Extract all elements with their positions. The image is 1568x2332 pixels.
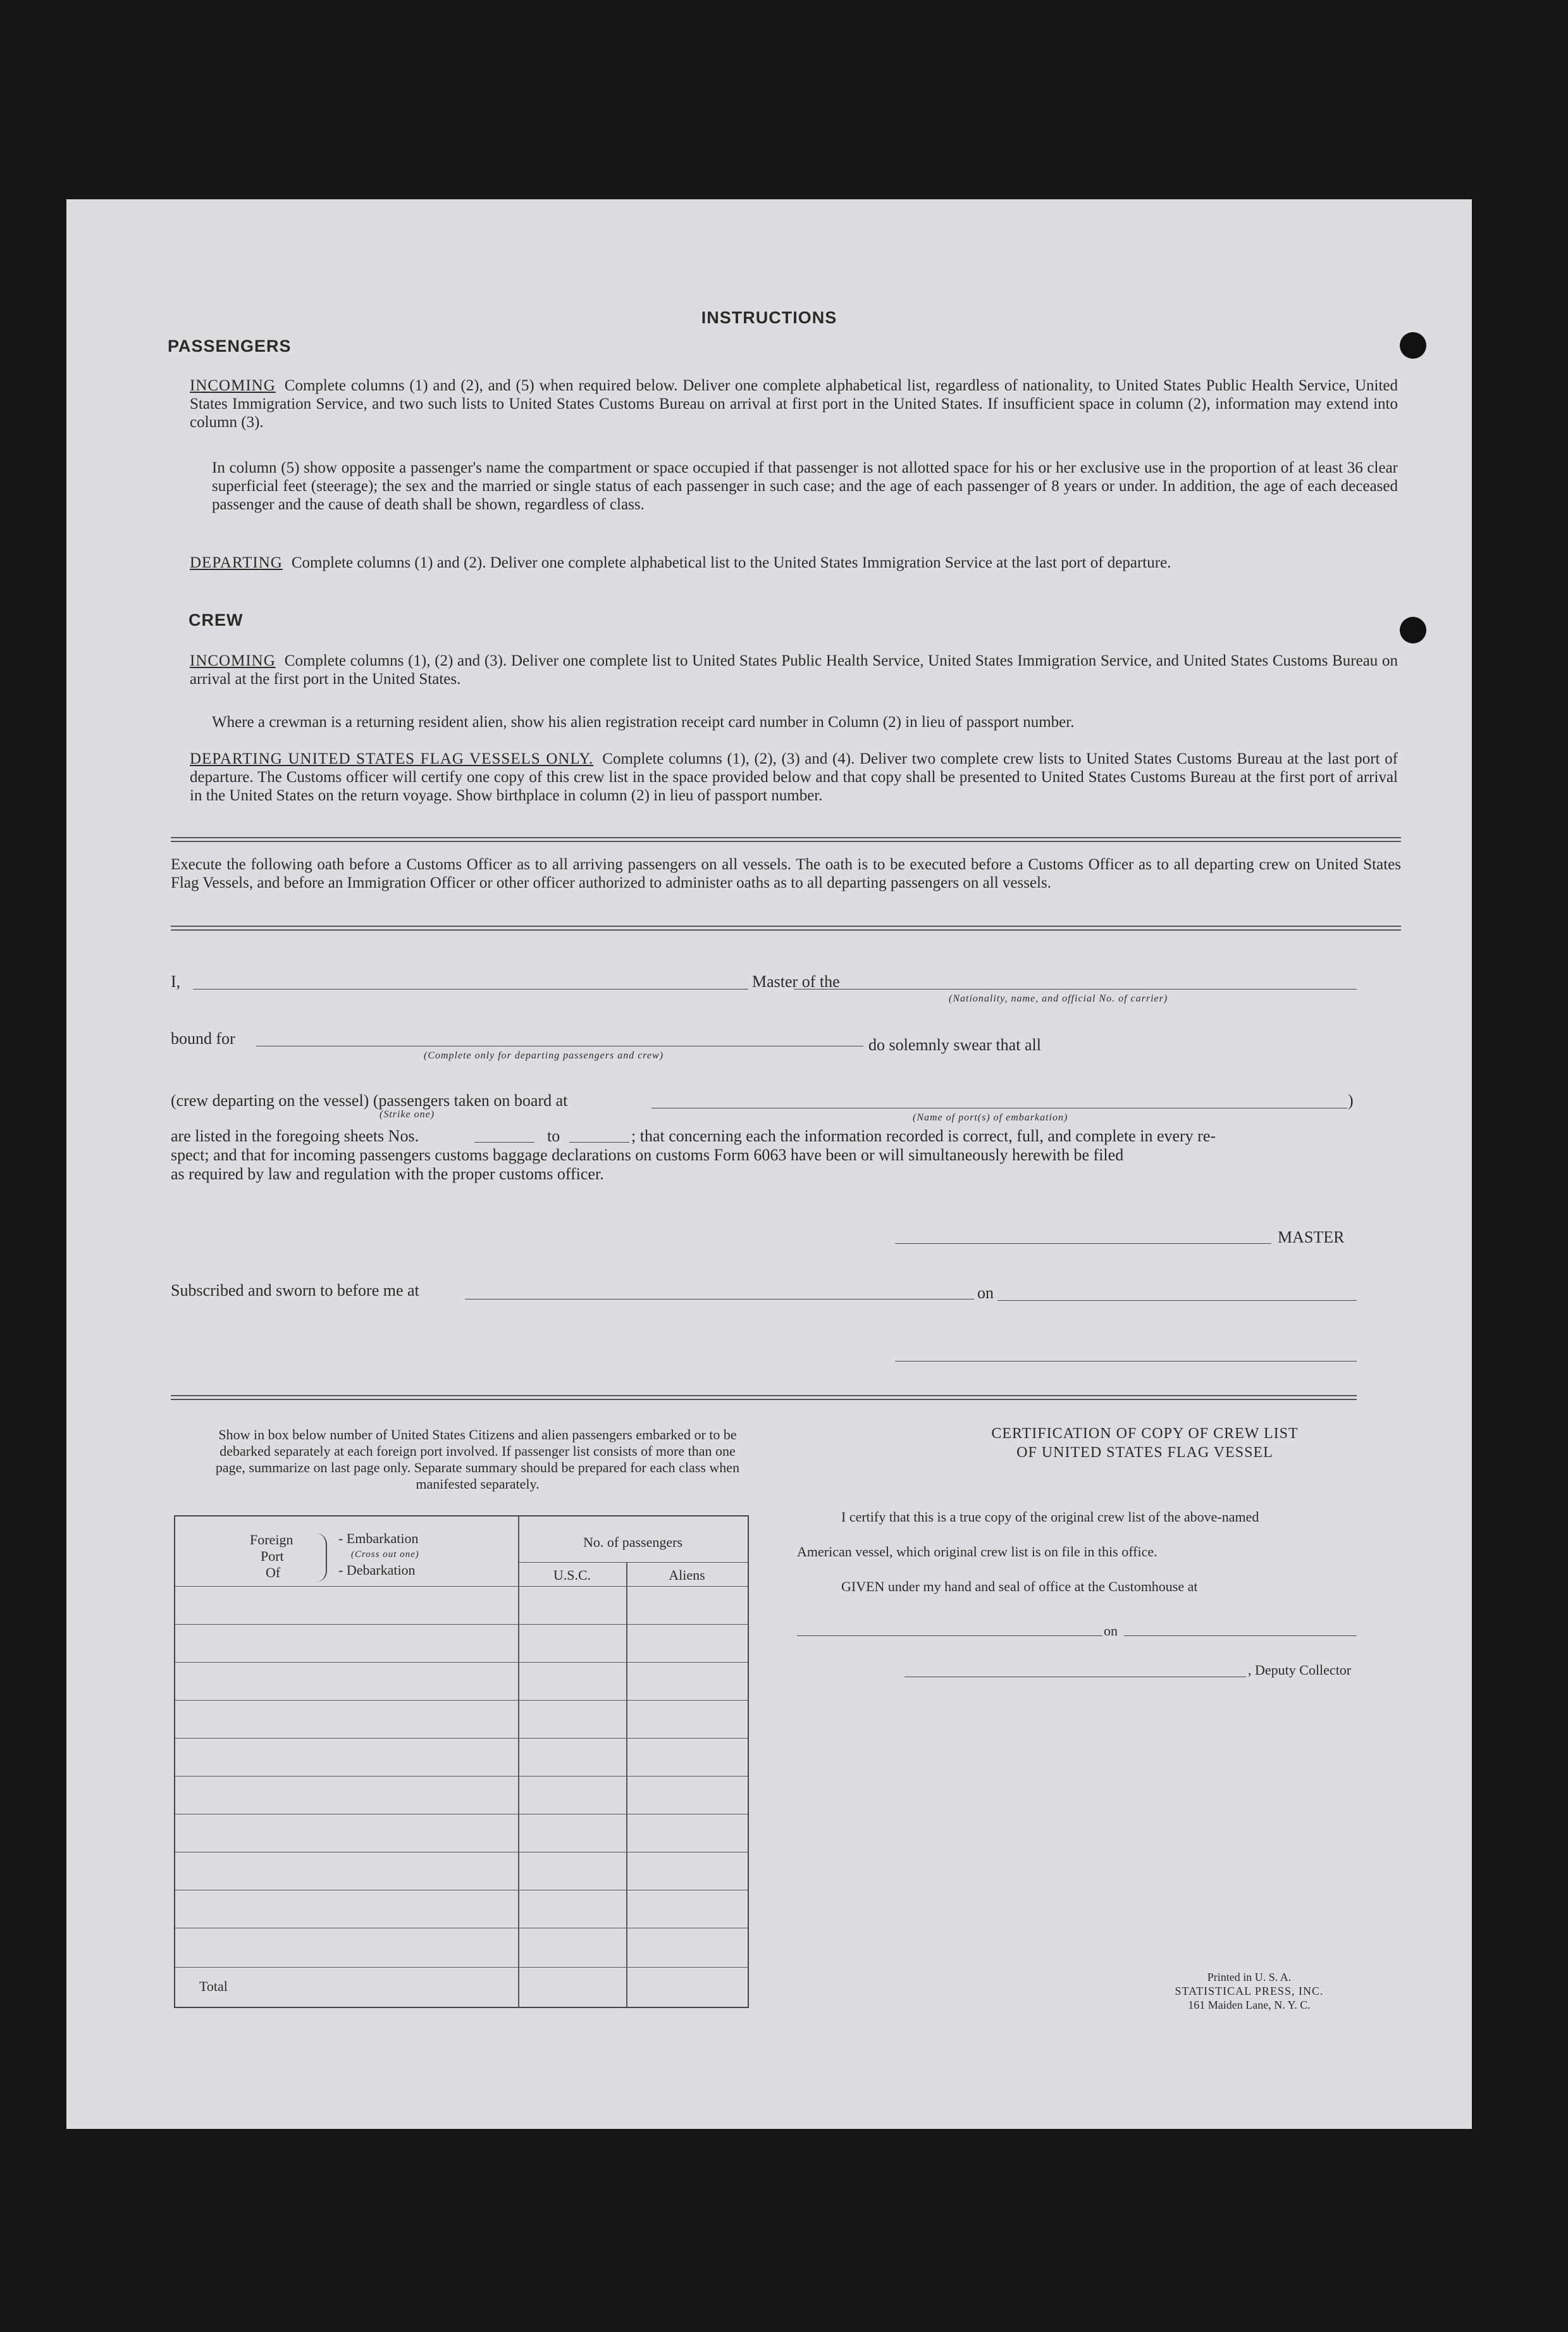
close-paren: )	[1348, 1091, 1354, 1110]
certification-on-label: on	[1104, 1623, 1118, 1639]
crew-incoming-label: INCOMING	[190, 652, 276, 669]
passengers-departing-label: DEPARTING	[190, 554, 283, 571]
punch-hole	[1400, 332, 1426, 359]
crew-returning-instruction: Where a crewman is a returning resident alien, show his alien registration receipt card number in Column (2) in lieu of passport number.	[212, 714, 1075, 731]
passengers-incoming-text: Complete columns (1) and (2), and (5) when required below. Deliver one complete alphabetical list, regardless of nationality, to United States Public Health Service, United States Immigration Service, and two such lists to United States Customs Bureau on arrival at first port in the United States. If insufficient space in column (2), information may extend into column (3).	[190, 377, 1398, 431]
section-divider	[171, 1395, 1357, 1400]
foreign-label: Foreign	[250, 1532, 293, 1547]
column-divider	[518, 1516, 519, 2007]
debarkation-label: - Debarkation	[338, 1562, 416, 1578]
listed-line-1a: are listed in the foregoing sheets Nos.	[171, 1127, 419, 1145]
total-label: Total	[199, 1978, 228, 1994]
oath-i-label: I,	[171, 972, 181, 991]
no-of-passengers-header: No. of passengers	[583, 1534, 683, 1550]
crew-departing-instruction	[190, 750, 1398, 805]
passengers-heading: PASSENGERS	[168, 337, 292, 356]
master-signature-field[interactable]	[895, 1243, 1271, 1244]
certify-line-2: American vessel, which original crew list is on file in this office.	[797, 1544, 1157, 1560]
carrier-caption: (Nationality, name, and official No. of carrier)	[949, 993, 1168, 1004]
deputy-collector-label: , Deputy Collector	[1248, 1662, 1352, 1678]
crew-departing-label: DEPARTING UNITED STATES FLAG VESSELS ONLY.	[190, 750, 594, 767]
subscribed-on-label: on	[977, 1284, 994, 1302]
printer-line-3: 161 Maiden Lane, N. Y. C.	[1188, 1999, 1311, 2011]
master-label: MASTER	[1278, 1228, 1345, 1246]
bound-for-label: bound for	[171, 1029, 235, 1048]
subscribed-date-field[interactable]	[997, 1300, 1357, 1301]
listed-to-label: to	[547, 1127, 560, 1145]
table-row-divider	[175, 1586, 748, 1587]
sheet-from-field[interactable]	[474, 1142, 534, 1143]
listed-line-2: spect; and that for incoming passengers customs baggage declarations on customs Form 6063 have been or will simultaneously herewith be filed	[171, 1146, 1124, 1164]
sheet-to-field[interactable]	[569, 1142, 629, 1143]
aliens-header: Aliens	[669, 1567, 705, 1583]
port-caption: (Name of port(s) of embarkation)	[913, 1112, 1068, 1123]
crew-incoming-instruction	[190, 652, 1398, 688]
certification-date-field[interactable]	[1124, 1635, 1357, 1636]
table-row-divider	[175, 1776, 748, 1777]
given-line: GIVEN under my hand and seal of office at the Customhouse at	[841, 1578, 1198, 1594]
punch-hole	[1400, 617, 1426, 643]
form-page	[66, 199, 1472, 2129]
embarkation-label: - Embarkation	[338, 1530, 419, 1546]
listed-line-1b: ; that concerning each the information recorded is correct, full, and complete in every re-	[631, 1127, 1216, 1145]
table-row-divider	[175, 1662, 748, 1663]
passengers-incoming-label: INCOMING	[190, 377, 276, 394]
column-divider	[626, 1562, 627, 2007]
table-row-divider	[175, 1624, 748, 1625]
customhouse-field[interactable]	[797, 1635, 1102, 1636]
passengers-departing-text: Complete columns (1) and (2). Deliver one complete alphabetical list to the United States Immigration Service at the last port of departure.	[291, 554, 1171, 571]
table-row-divider	[175, 1738, 748, 1739]
table-row-divider	[175, 1700, 748, 1701]
printer-line-1: Printed in U. S. A.	[1207, 1971, 1292, 1983]
section-divider	[171, 837, 1401, 842]
certification-title-2: OF UNITED STATES FLAG VESSEL	[1016, 1444, 1273, 1461]
crew-passengers-label: (crew departing on the vessel) (passengers taken on board at	[171, 1091, 568, 1110]
printer-line-2: STATISTICAL PRESS, INC.	[1175, 1985, 1324, 1997]
subscribed-label: Subscribed and sworn to before me at	[171, 1281, 419, 1299]
certification-title-1: CERTIFICATION OF COPY OF CREW LIST	[991, 1425, 1299, 1442]
passenger-summary-table	[174, 1515, 749, 2008]
strike-one-caption: (Strike one)	[380, 1109, 435, 1120]
brace-icon	[316, 1533, 327, 1582]
crew-incoming-text: Complete columns (1), (2) and (3). Deliver one complete list to United States Public Health Service, United States Immigration Service, and United States Customs Bureau on arrival at the first port in the United States.	[190, 652, 1398, 688]
cross-out-caption: (Cross out one)	[351, 1549, 419, 1560]
of-label: Of	[266, 1565, 281, 1580]
listed-line-3: as required by law and regulation with the proper customs officer.	[171, 1165, 604, 1183]
usc-header: U.S.C.	[553, 1567, 591, 1583]
summary-note: Show in box below number of United States Citizens and alien passengers embarked or to be debarked separately at each foreign port involved. If passenger list consists of more than one page, summarize on last page only. Separate summary should be prepared for each class when manifested separately.	[215, 1427, 740, 1492]
master-of-label: Master of the	[752, 972, 840, 991]
crew-departing-text: Complete columns (1), (2), (3) and (4). Deliver two complete crew lists to United States Customs Bureau at the last port of departure. The Customs officer will certify one copy of this crew list in the space provided below and that copy shall be presented to United States Customs Bureau at the first port of arrival in the United States on the return voyage. Show birthplace in column (2) in lieu of passport number.	[190, 750, 1398, 804]
header-divider	[518, 1562, 748, 1563]
crew-heading: CREW	[188, 611, 244, 630]
section-divider	[171, 926, 1401, 931]
oath-intro: Execute the following oath before a Customs Officer as to all arriving passengers on all vessels. The oath is to be executed before a Customs Officer as to all departing crew on United States Flag Vessels, and before an Immigration Officer or other officer authorized to administer oaths as to all departing passengers on all vessels.	[171, 856, 1401, 891]
solemnly-swear-label: do solemnly swear that all	[868, 1036, 1041, 1054]
instructions-title: INSTRUCTIONS	[701, 308, 837, 327]
table-row-divider	[175, 1967, 748, 1968]
passengers-column5-instruction: In column (5) show opposite a passenger's name the compartment or space occupied if that passenger is not allotted space for his or her exclusive use in the proportion of at least 36 clear superficial feet (steerage); the sex and the married or single status of each passenger in such case; and the age of each passenger of 8 years or under. In addition, the age of each deceased passenger and the cause of death shall be shown, regardless of class.	[212, 459, 1398, 513]
bound-for-caption: (Complete only for departing passengers and crew)	[424, 1050, 664, 1061]
port-label: Port	[261, 1548, 284, 1564]
passengers-departing-instruction	[190, 554, 1398, 572]
passengers-incoming-instruction	[190, 376, 1398, 431]
certify-line-1: I certify that this is a true copy of the original crew list of the above-named	[841, 1509, 1259, 1525]
